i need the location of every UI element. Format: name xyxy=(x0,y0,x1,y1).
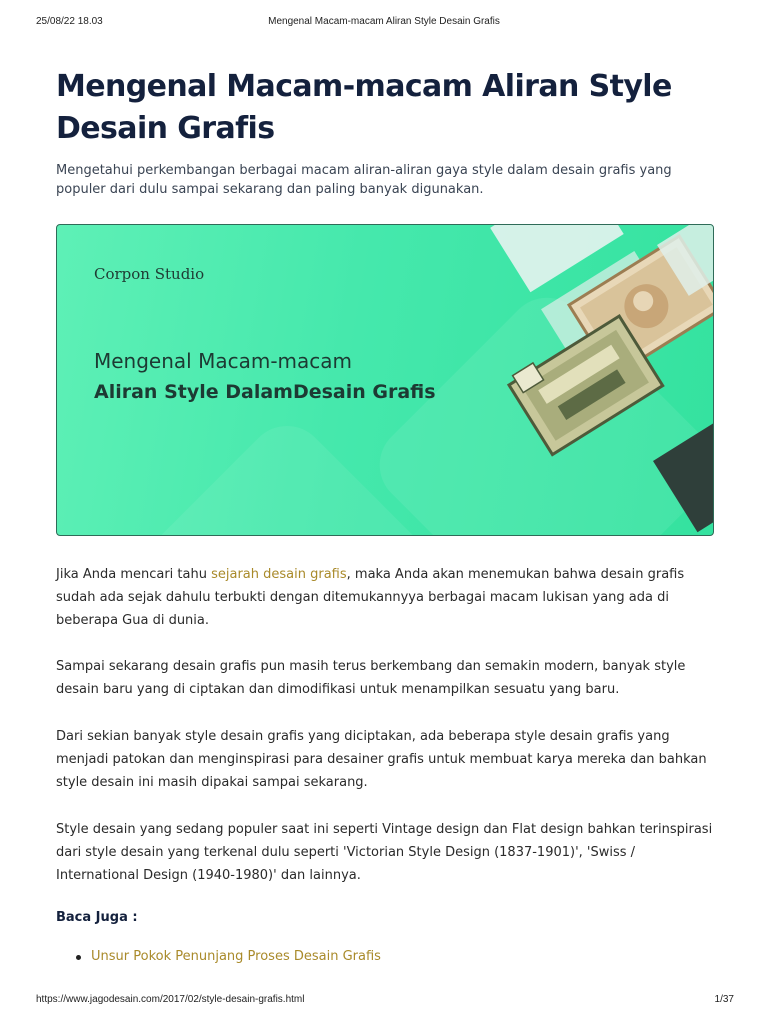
page-title: Mengenal Macam-macam Aliran Style Desain Grafis xyxy=(56,69,672,146)
print-url: https://www.jagodesain.com/2017/02/style-desain-grafis.html xyxy=(36,994,305,1005)
list-item xyxy=(56,947,381,967)
print-title: Mengenal Macam-macam Aliran Style Desain Grafis xyxy=(268,16,500,27)
paragraph-2: Sampai sekarang desain grafis pun masih terus berkembang dan semakin modern, banyak style desain baru yang di ciptakan dan dimodifikasi untuk menampilkan sesuatu yang baru. xyxy=(56,659,686,697)
print-footer xyxy=(0,994,768,1008)
unsur-pokok-link[interactable]: Unsur Pokok Penunjang Proses Desain Grafis xyxy=(91,949,381,964)
baca-juga-label: Baca Juga : xyxy=(56,910,138,925)
paragraph-1 xyxy=(56,563,716,632)
paragraph-1-text-start: Jika Anda mencari tahu xyxy=(56,567,212,582)
page-number: 1/37 xyxy=(714,994,734,1005)
bullet-icon xyxy=(76,955,81,960)
print-date: 25/08/22 18.03 xyxy=(36,16,103,27)
hero-brand: Corpon Studio xyxy=(94,265,205,283)
paragraph-4: Style desain yang sedang populer saat ini seperti Vintage design dan Flat design bahkan terinspirasi dari style desain yang terkenal dulu seperti 'Victorian Style Design (1837-1901)', 'Swiss / International Design (1940-1980)' dan lainnya. xyxy=(56,822,713,883)
baca-juga-list xyxy=(56,947,381,967)
paragraph-1-text-end: , maka Anda akan menemukan bahwa desain grafis sudah ada sejak dahulu terbukti dengan ditemukannyya berbagai macam lukisan yang ada di beberapa Gua di dunia. xyxy=(56,567,685,628)
hero-image xyxy=(56,224,714,536)
paragraph-3: Dari sekian banyak style desain grafis yang diciptakan, ada beberapa style desain grafis yang menjadi patokan dan menginspirasi para desainer grafis untuk membuat karya mereka dan bahkan style desain ini masih dipakai sampai sekarang. xyxy=(56,729,707,790)
hero-heading-line2: Aliran Style DalamDesain Grafis xyxy=(94,381,436,403)
article-subtitle: Mengetahui perkembangan berbagai macam aliran-aliran gaya style dalam desain grafis yang populer dari dulu sampai sekarang dan paling banyak digunakan. xyxy=(56,163,672,197)
hero-heading-line1: Mengenal Macam-macam xyxy=(94,349,353,373)
sejarah-desain-grafis-link[interactable]: sejarah desain grafis xyxy=(211,567,347,582)
print-header xyxy=(0,16,768,30)
